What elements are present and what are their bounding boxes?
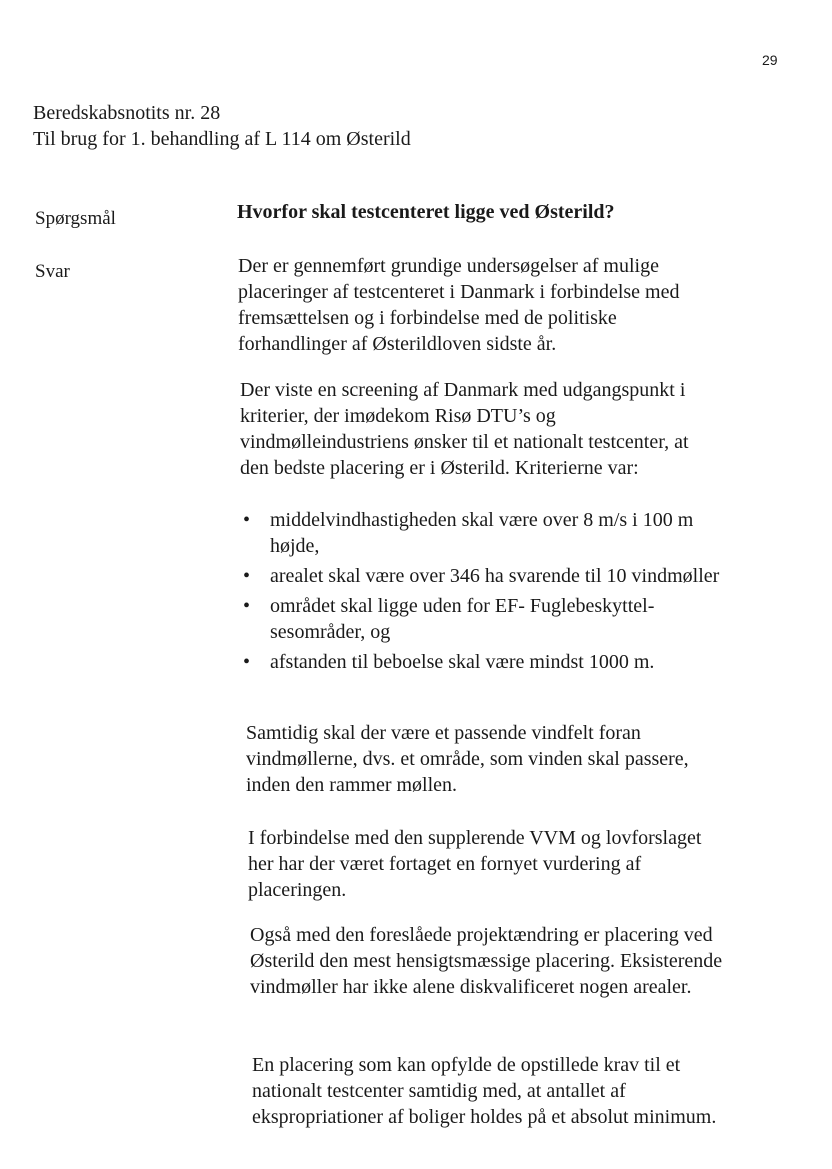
- bullet-icon: •: [243, 595, 251, 617]
- answer-label: Svar: [35, 261, 70, 282]
- answer-paragraph-5: Også med den foreslåede projektændring er placering ved Østerild den mest hensigtsmæssige placering. Eksisterende vindmøller har ikke alene diskvalificeret nogen arealer.: [250, 924, 723, 998]
- answer-paragraph-6: En placering som kan opfylde de opstillede krav til et nationalt testcenter samtidig med, at antallet af ekspropriationer af boliger holdes på et absolut minimum.: [252, 1054, 717, 1128]
- answer-paragraph-3: Samtidig skal der være et passende vindfelt foran vindmøllerne, dvs. et område, som vinden skal passere, inden den rammer møllen.: [246, 722, 689, 796]
- bullet-icon: •: [243, 565, 251, 587]
- criteria-item: [240, 507, 720, 559]
- memo-title: Beredskabsnotits nr. 28: [33, 102, 221, 124]
- criteria-item: [240, 649, 720, 675]
- criteria-text: arealet skal være over 346 ha svarende til 10 vindmøller: [270, 565, 720, 587]
- answer-paragraph-1: Der er gennemført grundige undersøgelser af mulige placeringer af testcenteret i Danmark i forbindelse med fremsættelsen og i forbindelse med de politiske forhandlinger af Østerildloven sidste år.: [238, 255, 680, 355]
- question-text: Hvorfor skal testcenteret ligge ved Østerild?: [237, 201, 615, 223]
- question-label: Spørgsmål: [35, 208, 116, 229]
- page-number: 29: [762, 52, 778, 68]
- bullet-icon: •: [243, 651, 251, 673]
- criteria-text: området skal ligge uden for EF- Fuglebeskyttel-sesområder, og: [270, 595, 655, 643]
- criteria-text: middelvindhastigheden skal være over 8 m/s i 100 m højde,: [270, 509, 694, 557]
- criteria-list: [240, 507, 720, 679]
- bullet-icon: •: [243, 509, 251, 531]
- criteria-item: [240, 563, 720, 589]
- criteria-text: afstanden til beboelse skal være mindst 1000 m.: [270, 651, 655, 673]
- criteria-item: [240, 593, 720, 645]
- memo-subtitle: Til brug for 1. behandling af L 114 om Østerild: [33, 128, 411, 150]
- answer-paragraph-2: Der viste en screening af Danmark med udgangspunkt i kriterier, der imødekom Risø DTU’s og vindmølleindustriens ønsker til et nationalt testcenter, at den bedste placering er i Østerild. Kriterierne var:: [240, 379, 689, 479]
- answer-paragraph-4: I forbindelse med den supplerende VVM og lovforslaget her har der været fortaget en fornyet vurdering af placeringen.: [248, 827, 702, 901]
